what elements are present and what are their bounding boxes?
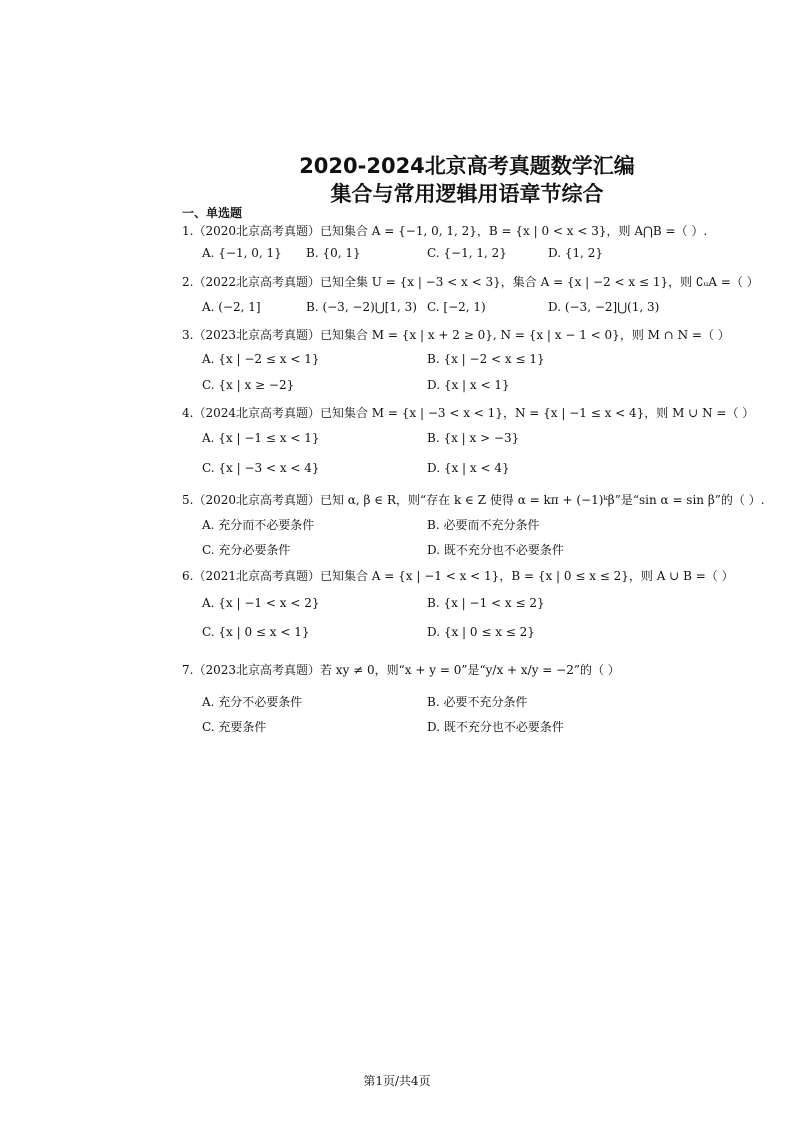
question-2-option-c: C. [−2, 1)	[427, 300, 486, 314]
document-subtitle: 集合与常用逻辑用语章节综合	[330, 182, 604, 206]
question-3-option-b: B. {x | −2 < x ≤ 1}	[427, 352, 545, 366]
question-6-option-d: D. {x | 0 ≤ x ≤ 2}	[427, 625, 535, 639]
question-2-option-a: A. (−2, 1]	[202, 300, 261, 314]
question-3-option-c: C. {x | x ≥ −2}	[202, 378, 295, 392]
document-title: 2020-2024北京高考真题数学汇编	[299, 154, 635, 178]
question-5-option-a: A. 充分而不必要条件	[202, 518, 315, 532]
question-7-option-b: B. 必要不充分条件	[427, 695, 528, 709]
question-6-option-a: A. {x | −1 < x < 2}	[202, 596, 320, 610]
question-4-option-d: D. {x | x < 4}	[427, 461, 510, 475]
question-4-option-a: A. {x | −1 ≤ x < 1}	[202, 431, 320, 445]
page-footer: 第1页/共4页	[363, 1074, 431, 1088]
question-1-option-b: B. {0, 1}	[306, 246, 361, 260]
question-1-option-a: A. {−1, 0, 1}	[202, 246, 282, 260]
question-6-option-c: C. {x | 0 ≤ x < 1}	[202, 625, 310, 639]
question-1-option-c: C. {−1, 1, 2}	[427, 246, 507, 260]
question-5-stem: 5.（2020北京高考真题）已知 α, β ∈ R，则“存在 k ∈ Z 使得 α = kπ + (−1)ᵏβ”是“sin α = sin β”的（ ）.	[182, 493, 765, 507]
question-2-option-d: D. (−3, −2]⋃(1, 3)	[548, 300, 660, 314]
section-heading: 一、单选题	[182, 206, 243, 220]
question-1-option-d: D. {1, 2}	[548, 246, 603, 260]
question-5-option-c: C. 充分必要条件	[202, 543, 291, 557]
question-4-stem: 4.（2024北京高考真题）已知集合 M = {x | −3 < x < 1}，N = {x | −1 ≤ x < 4}，则 M ∪ N =（ ）	[182, 406, 755, 420]
question-6-option-b: B. {x | −1 < x ≤ 2}	[427, 596, 545, 610]
question-3-option-d: D. {x | x < 1}	[427, 378, 510, 392]
question-5-option-b: B. 必要而不充分条件	[427, 518, 540, 532]
question-3-option-a: A. {x | −2 ≤ x < 1}	[202, 352, 320, 366]
question-2-stem: 2.（2022北京高考真题）已知全集 U = {x | −3 < x < 3}，集合 A = {x | −2 < x ≤ 1}，则 ∁ᵤA =（ ）	[182, 275, 759, 289]
question-7-stem: 7.（2023北京高考真题）若 xy ≠ 0，则“x + y = 0”是“y/x + x/y = −2”的（ ）	[182, 663, 620, 677]
question-7-option-c: C. 充要条件	[202, 720, 267, 734]
question-3-stem: 3.（2023北京高考真题）已知集合 M = {x | x + 2 ≥ 0}, N = {x | x − 1 < 0}，则 M ∩ N =（ ）	[182, 328, 730, 342]
question-2-option-b: B. (−3, −2)⋃[1, 3)	[306, 300, 417, 314]
question-5-option-d: D. 既不充分也不必要条件	[427, 543, 564, 557]
question-7-option-d: D. 既不充分也不必要条件	[427, 720, 564, 734]
question-4-option-c: C. {x | −3 < x < 4}	[202, 461, 320, 475]
question-6-stem: 6.（2021北京高考真题）已知集合 A = {x | −1 < x < 1}，B = {x | 0 ≤ x ≤ 2}，则 A ∪ B =（ ）	[182, 569, 734, 583]
question-4-option-b: B. {x | x > −3}	[427, 431, 520, 445]
question-7-option-a: A. 充分不必要条件	[202, 695, 303, 709]
question-1-stem: 1.（2020北京高考真题）已知集合 A = {−1, 0, 1, 2}，B = {x | 0 < x < 3}，则 A⋂B =（ ）.	[182, 224, 708, 238]
